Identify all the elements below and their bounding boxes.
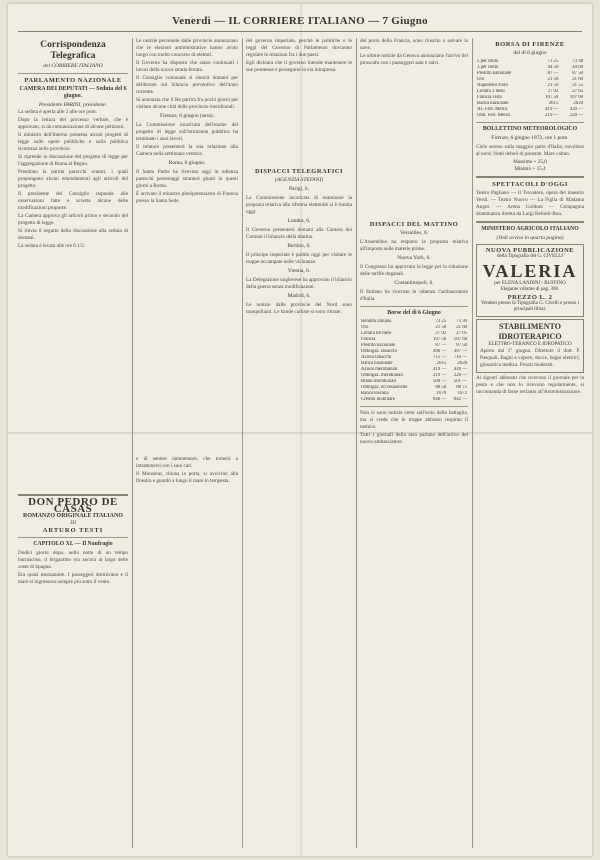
column-3 — [246, 38, 352, 848]
ministry-title: MINISTERO AGRICOLO ITALIANO — [481, 226, 579, 232]
bourse-cell: 73 25 — [547, 59, 559, 64]
exchange-cell: Azioni tabacchi — [361, 355, 392, 360]
novel-paragraph: Era quasi mezzanotte. I passeggeri dormivano e il mare si ingrossava sempre più sotto il vento. — [18, 572, 128, 585]
exchange-cell: 501 — — [453, 379, 467, 384]
ad-estab-sub: ELETTRO-TERAPICO E IDROPATICO — [488, 341, 572, 347]
bourse-cell: Londra 3 mesi — [477, 89, 505, 94]
exchange-cell: 500 — — [432, 379, 447, 384]
exchange-cell: 2615 — [436, 361, 447, 366]
dispatch-place: Madrid, 6. — [287, 293, 311, 299]
bourse-cell: 21 60 — [572, 77, 583, 82]
article-paragraph: Ai signori abbonati che ricevono il giornale per la posta e che non lo ricevono regolarmente, si raccomanda di farne reclamo all'Amministrazione. — [476, 375, 584, 395]
novel-continued: e di sentire rammentare, che tornerà a intrattenersi con i suoi cari. — [136, 456, 238, 469]
dispatch-text: Le notizie dalle provincie del Nord sono tranquillanti. Le bande carliste si sono ritirate. — [246, 302, 352, 315]
exchange-cell: 21 60 — [456, 325, 467, 330]
section-title: Corrispondenza Telegrafica — [40, 40, 106, 61]
dispatch-place: Versailles, 6. — [399, 230, 429, 236]
exchange-table — [360, 319, 468, 403]
bourse-cell: 27 05 — [572, 89, 583, 94]
exchange-cell: 1670 — [436, 391, 447, 396]
exchange-cell: 88 50 — [435, 385, 447, 390]
dateline: Roma, 6 giugno. — [168, 160, 206, 166]
chamber-heading: CAMERA DEI DEPUTATI — Seduta del 6 giugno. — [19, 86, 127, 99]
bourse-table — [476, 59, 584, 119]
bourse-cell: 107 60 — [569, 95, 583, 100]
bourse-cell: 21 58 — [547, 77, 559, 82]
shows-title: SPETTACOLI D'OGGI — [492, 181, 568, 188]
article-paragraph: La Camera approva gli articoli primo e secondo del progetto di legge. — [18, 213, 128, 226]
bourse-cell: 21 55 — [572, 83, 583, 88]
bourse-cell: Oro — [477, 77, 485, 82]
bourse-date: del dì 6 giugno — [513, 50, 547, 56]
article-paragraph: Il ministro dell'Interno presenta alcuni progetti di legge sulle opere pubbliche e sulla pubblica sicurezza nelle provincie. — [18, 132, 128, 152]
bourse-cell: 107 50 — [545, 95, 559, 100]
exchange-cell: 107 60 — [453, 337, 467, 342]
exchange-cell: Obbligaz. meridionali — [361, 373, 404, 378]
exchange-cell: 27 05 — [456, 331, 467, 336]
advertisement-valeria — [476, 244, 584, 317]
exchange-cell: 21 58 — [435, 325, 447, 330]
article-paragraph: Non ci sono notizie certe sull'esito della battaglia, ma si crede che le truppe abbiano respinto il nemico. — [360, 410, 468, 430]
exchange-cell: 497 — — [453, 349, 467, 354]
column-rule — [242, 38, 243, 848]
dispatch-text: La Commissione incaricata di esaminare la proposta relativa alla riforma elettorale si è riunita oggi. — [246, 195, 352, 215]
exchange-cell: 107 50 — [432, 337, 447, 342]
exchange-cell: Buoni meridionali — [361, 379, 397, 384]
article-paragraph: del governo imperiale, perchè le politiche e le leggi del Governo di Parlamento dovranno regolare le relazioni fra i due paesi. — [246, 38, 352, 58]
bourse-cell: 44 50 — [547, 65, 559, 70]
exchange-cell: 716 — — [453, 355, 467, 360]
bourse-cell: 220 — — [569, 113, 583, 118]
article-paragraph: Le notizie pervenute dalle provincie annunziano che le elezioni amministrative hanno avuto luogo con molto concorso di elettori. — [136, 38, 238, 58]
novel-chapter: CAPITOLO XI. — Il Naufragio — [33, 541, 113, 547]
dispatch-place: Nuova York, 6. — [397, 255, 431, 261]
dispatch-place: Londra, 6. — [287, 218, 311, 224]
column-1 — [18, 38, 128, 848]
novel-paragraph: Dodici giorni dopo, nella notte di un tempo burrascoso, il brigantino era ancora al largo delle coste di Spagna. — [18, 550, 128, 570]
ad-book-author: per ELENA LANDINI - RUFFINO — [494, 280, 566, 286]
bourse-cell: Az. Ferr. Merid. — [477, 107, 509, 112]
article-paragraph: Si annunzia che il Re partirà fra pochi giorni per visitare alcune città delle provincie meridionali. — [136, 97, 238, 110]
novel-author: ARTURO TESTI — [42, 527, 104, 534]
exchange-cell: 27 02 — [435, 331, 447, 336]
exchange-cell: Londra tre mesi — [361, 331, 392, 336]
exchange-cell: 88 75 — [456, 385, 467, 390]
ad-price: PREZZO L. 2 — [507, 293, 553, 301]
exchange-cell: Oro — [361, 325, 369, 330]
exchange-cell: Francia — [361, 337, 376, 342]
dispatch-text: Il principe imperiale è partito oggi per visitare le truppe accampate nelle vicinanze. — [246, 252, 352, 265]
exchange-cell: Azioni meridionali — [361, 367, 398, 372]
bourse-cell: 44 60 — [572, 65, 583, 70]
article-paragraph: Tutti i giornali della sera parlano dell'arrivo del nuovo ambasciatore. — [360, 432, 468, 445]
dispatch-text: L'Assemblea ha respinto la proposta relativa all'imposta sulle materie prime. — [360, 239, 468, 252]
dateline: Firenze, 6 giugno (sera). — [160, 113, 214, 119]
ad-where: Vendesi presso la Tipografia G. Civelli e presso i principali librai. — [481, 300, 579, 312]
ad-note: Elegante volume di pag. 300. — [500, 287, 560, 292]
bourse-cell: 219 — — [545, 113, 559, 118]
meteo-title: BOLLETTINO METEOROLOGICO — [482, 126, 578, 132]
masthead: Venerdì — IL CORRIERE ITALIANO — 7 Giugno — [18, 10, 582, 32]
dispatch-text: Il Governo presenterà domani alla Camera dei Comuni il bilancio della marina. — [246, 227, 352, 240]
exchange-cell: 2620 — [457, 361, 467, 366]
dispatch-place: Costantinopoli, 6. — [394, 280, 434, 286]
dispatch-place: Vienna, 6. — [287, 268, 311, 274]
meteo-max: Massimo + 25,0 — [513, 159, 547, 165]
bourse-cell: 2620 — [573, 101, 583, 106]
article-paragraph: Dopo la lettura del processo verbale, che è approvato, si dà comunicazione di alcune petizioni. — [18, 117, 128, 130]
exchange-cell: 496 — — [432, 349, 447, 354]
bourse-cell: 419 — — [545, 107, 559, 112]
exchange-cell: Obbligaz. ecclesiastiche — [361, 385, 408, 390]
exchange-cell: 420 — — [453, 367, 467, 372]
novel-kind: ROMANZO ORIGINALE ITALIANO — [23, 513, 123, 519]
article-paragraph: Il presidente del Consiglio risponde alle osservazioni fatte e accetta alcune delle modificazioni proposte. — [18, 191, 128, 211]
article-paragraph: La seduta è levata alle ore 6 1/2. — [18, 243, 86, 249]
bourse-cell: 2615 — [548, 101, 559, 106]
exchange-cell: Obbligaz. tabacchi — [361, 349, 397, 354]
exchange-cell: 219 — — [432, 373, 447, 378]
exchange-cell: Prestito nazionale — [361, 343, 396, 348]
exchange-title: Borse del dì 6 Giugno — [387, 310, 441, 316]
article-paragraph: Il relatore presenterà la sua relazione alla Camera nella settimana ventura. — [136, 144, 238, 157]
article-paragraph: Si rinvia il seguito della discussione alla seduta di domani. — [18, 228, 128, 241]
article-paragraph: Il Santo Padre ha ricevuto oggi in udienza parecchi personaggi stranieri giunti in questi giorni a Roma. — [136, 169, 238, 189]
exchange-row — [360, 397, 468, 403]
advertisement-stabilimento — [476, 319, 584, 374]
exchange-cell: 840 — — [432, 397, 447, 402]
ministry-sub: (Vedi avviso in quarta pagina) — [496, 235, 564, 241]
exchange-cell: 1672 — [457, 391, 467, 396]
dispatch-text: Il Congresso ha approvato la legge per la riduzione delle tariffe doganali. — [360, 264, 468, 277]
newspaper-page — [8, 4, 592, 856]
article-paragraph: Egli dichiara che il governo intende mantenere le sue promesse e proseguire la via intrapresa. — [246, 60, 352, 73]
bourse-cell: 5 per cento — [477, 59, 499, 64]
exchange-cell: 87 50 — [456, 343, 467, 348]
article-paragraph: La Commissione incaricata dell'esame del progetto di legge sull'istruzione pubblica ha terminato i suoi lavori. — [136, 122, 238, 142]
column-rule — [132, 38, 133, 848]
section-heading: DISPACCI DEL MATTINO — [369, 221, 459, 228]
column-rule — [356, 38, 357, 848]
exchange-cell: Rendita italiana — [361, 319, 392, 324]
exchange-cell: Credito mobiliare — [361, 397, 395, 402]
bourse-cell: Francia vista — [477, 95, 502, 100]
novel-title: DON PEDRO DE CASAS — [28, 496, 118, 515]
column-4 — [360, 38, 468, 848]
exchange-cell: Banca nazionale — [361, 361, 393, 366]
novel-continued: Il Monsieur, chiusa la porta, si avvicinò alla finestra e guardò a lungo il mare in tempesta. — [136, 471, 238, 484]
bourse-cell: 87 — — [547, 71, 559, 76]
exchange-cell: 715 — — [432, 355, 447, 360]
article-paragraph: Il Consiglio comunale si riunirà domani per deliberare sul bilancio preventivo dell'anno corrente. — [136, 75, 238, 95]
exchange-cell: 419 — — [432, 367, 447, 372]
dispatch-place: Berlino, 6. — [287, 243, 311, 249]
article-paragraph: Si riprende la discussione del progetto di legge per l'aggregazione di Roma al Regno. — [18, 154, 128, 167]
exchange-cell: Banca toscana — [361, 391, 389, 396]
dispatch-text: Il Sultano ha ricevuto in udienza l'ambasciatore d'Italia. — [360, 289, 468, 302]
article-paragraph: Prendono la parola parecchi oratori, i quali propongono alcuni emendamenti agli articoli del progetto. — [18, 169, 128, 189]
column-5 — [476, 38, 584, 848]
dispatch-text: La Delegazione ungherese ha approvato il bilancio della guerra senza modificazioni. — [246, 277, 352, 290]
meteo-date: Firenze, 6 giugno 1872, ore 1 pom. — [491, 135, 569, 141]
exchange-cell: 842 — — [453, 397, 467, 402]
bourse-cell: 87 50 — [572, 71, 583, 76]
bourse-cell: Obb. Ferr. Merid. — [477, 113, 511, 118]
ad-book-title: VALERIA — [482, 260, 578, 281]
bourse-cell: 73 30 — [572, 59, 583, 64]
agency-line: (AGENZIA STEFANI) — [274, 177, 324, 183]
meteo-min: Minimo + 15,4 — [514, 166, 546, 172]
exchange-cell: 73 30 — [456, 319, 467, 324]
meteo-text: Cielo sereno sulla maggior parte d'Italia; nuvoloso al nord. Venti deboli di ponente. Mare calmo. — [476, 144, 584, 157]
bourse-cell: 21 50 — [547, 83, 559, 88]
dispatch-place: Parigi, 6. — [288, 186, 309, 192]
ad-publisher: della Tipografia del G. CIVELLI — [497, 254, 563, 259]
president-line: Presidente FARINI, presidente. — [38, 102, 108, 108]
shows-text: Teatro Pagliano — Il Trovatore, opera del maestro Verdi. — Teatro Nuovo — La Figlia di Madama Angot. — Arena Goldoni — Compagnia drammatica diretta da Luigi Bellotti-Bon. — [476, 190, 584, 217]
exchange-cell: 73 25 — [435, 319, 447, 324]
bourse-cell: Prestito nazionale — [477, 71, 512, 76]
ad-estab-text: Aperto dal 1° giugno. Direttore il dott. P. Pasquali. Bagni a vapore, docce, bagni elettrici, ginnastica medica. Prezzi moderati. — [480, 348, 580, 368]
bourse-cell: 27 02 — [547, 89, 559, 94]
article-paragraph: del porto della Francia, sono riuscito a salvare la nave. — [360, 38, 468, 51]
novel-by: DI — [70, 520, 76, 526]
section-heading: DISPACCI TELEGRAFICI — [255, 168, 343, 175]
bourse-cell: Napoleoni d'oro — [477, 83, 508, 88]
ad-estab-title: STABILIMENTO IDROTERAPICO — [498, 321, 562, 341]
bourse-cell: 3 per cento — [477, 65, 499, 70]
section-subtitle: del CORRIERE ITALIANO — [43, 63, 103, 69]
article-paragraph: È arrivato il ministro plenipotenziario di Francia presso la Santa Sede. — [136, 191, 238, 204]
column-rule — [472, 38, 473, 848]
ad-heading: NUOVA PUBBLICAZIONE — [485, 247, 575, 254]
article-paragraph: Il Governo ha disposto che siano continuati i lavori della nuova strada ferrata. — [136, 60, 238, 73]
column-2 — [136, 38, 238, 848]
bourse-title: BORSA DI FIRENZE — [495, 41, 565, 48]
article-paragraph: La seduta è aperta alle 2 alle ore pom. — [18, 109, 97, 115]
article-paragraph: Le ultime notizie da Genova annunziano l'arrivo del piroscafo con i passeggeri sani e salvi. — [360, 53, 468, 66]
exchange-cell: 87 — — [435, 343, 447, 348]
section-heading: PARLAMENTO NAZIONALE — [24, 77, 122, 84]
bourse-row — [476, 113, 584, 119]
bourse-cell: Banca nazionale — [477, 101, 509, 106]
exchange-cell: 220 — — [453, 373, 467, 378]
bourse-cell: 420 — — [569, 107, 583, 112]
